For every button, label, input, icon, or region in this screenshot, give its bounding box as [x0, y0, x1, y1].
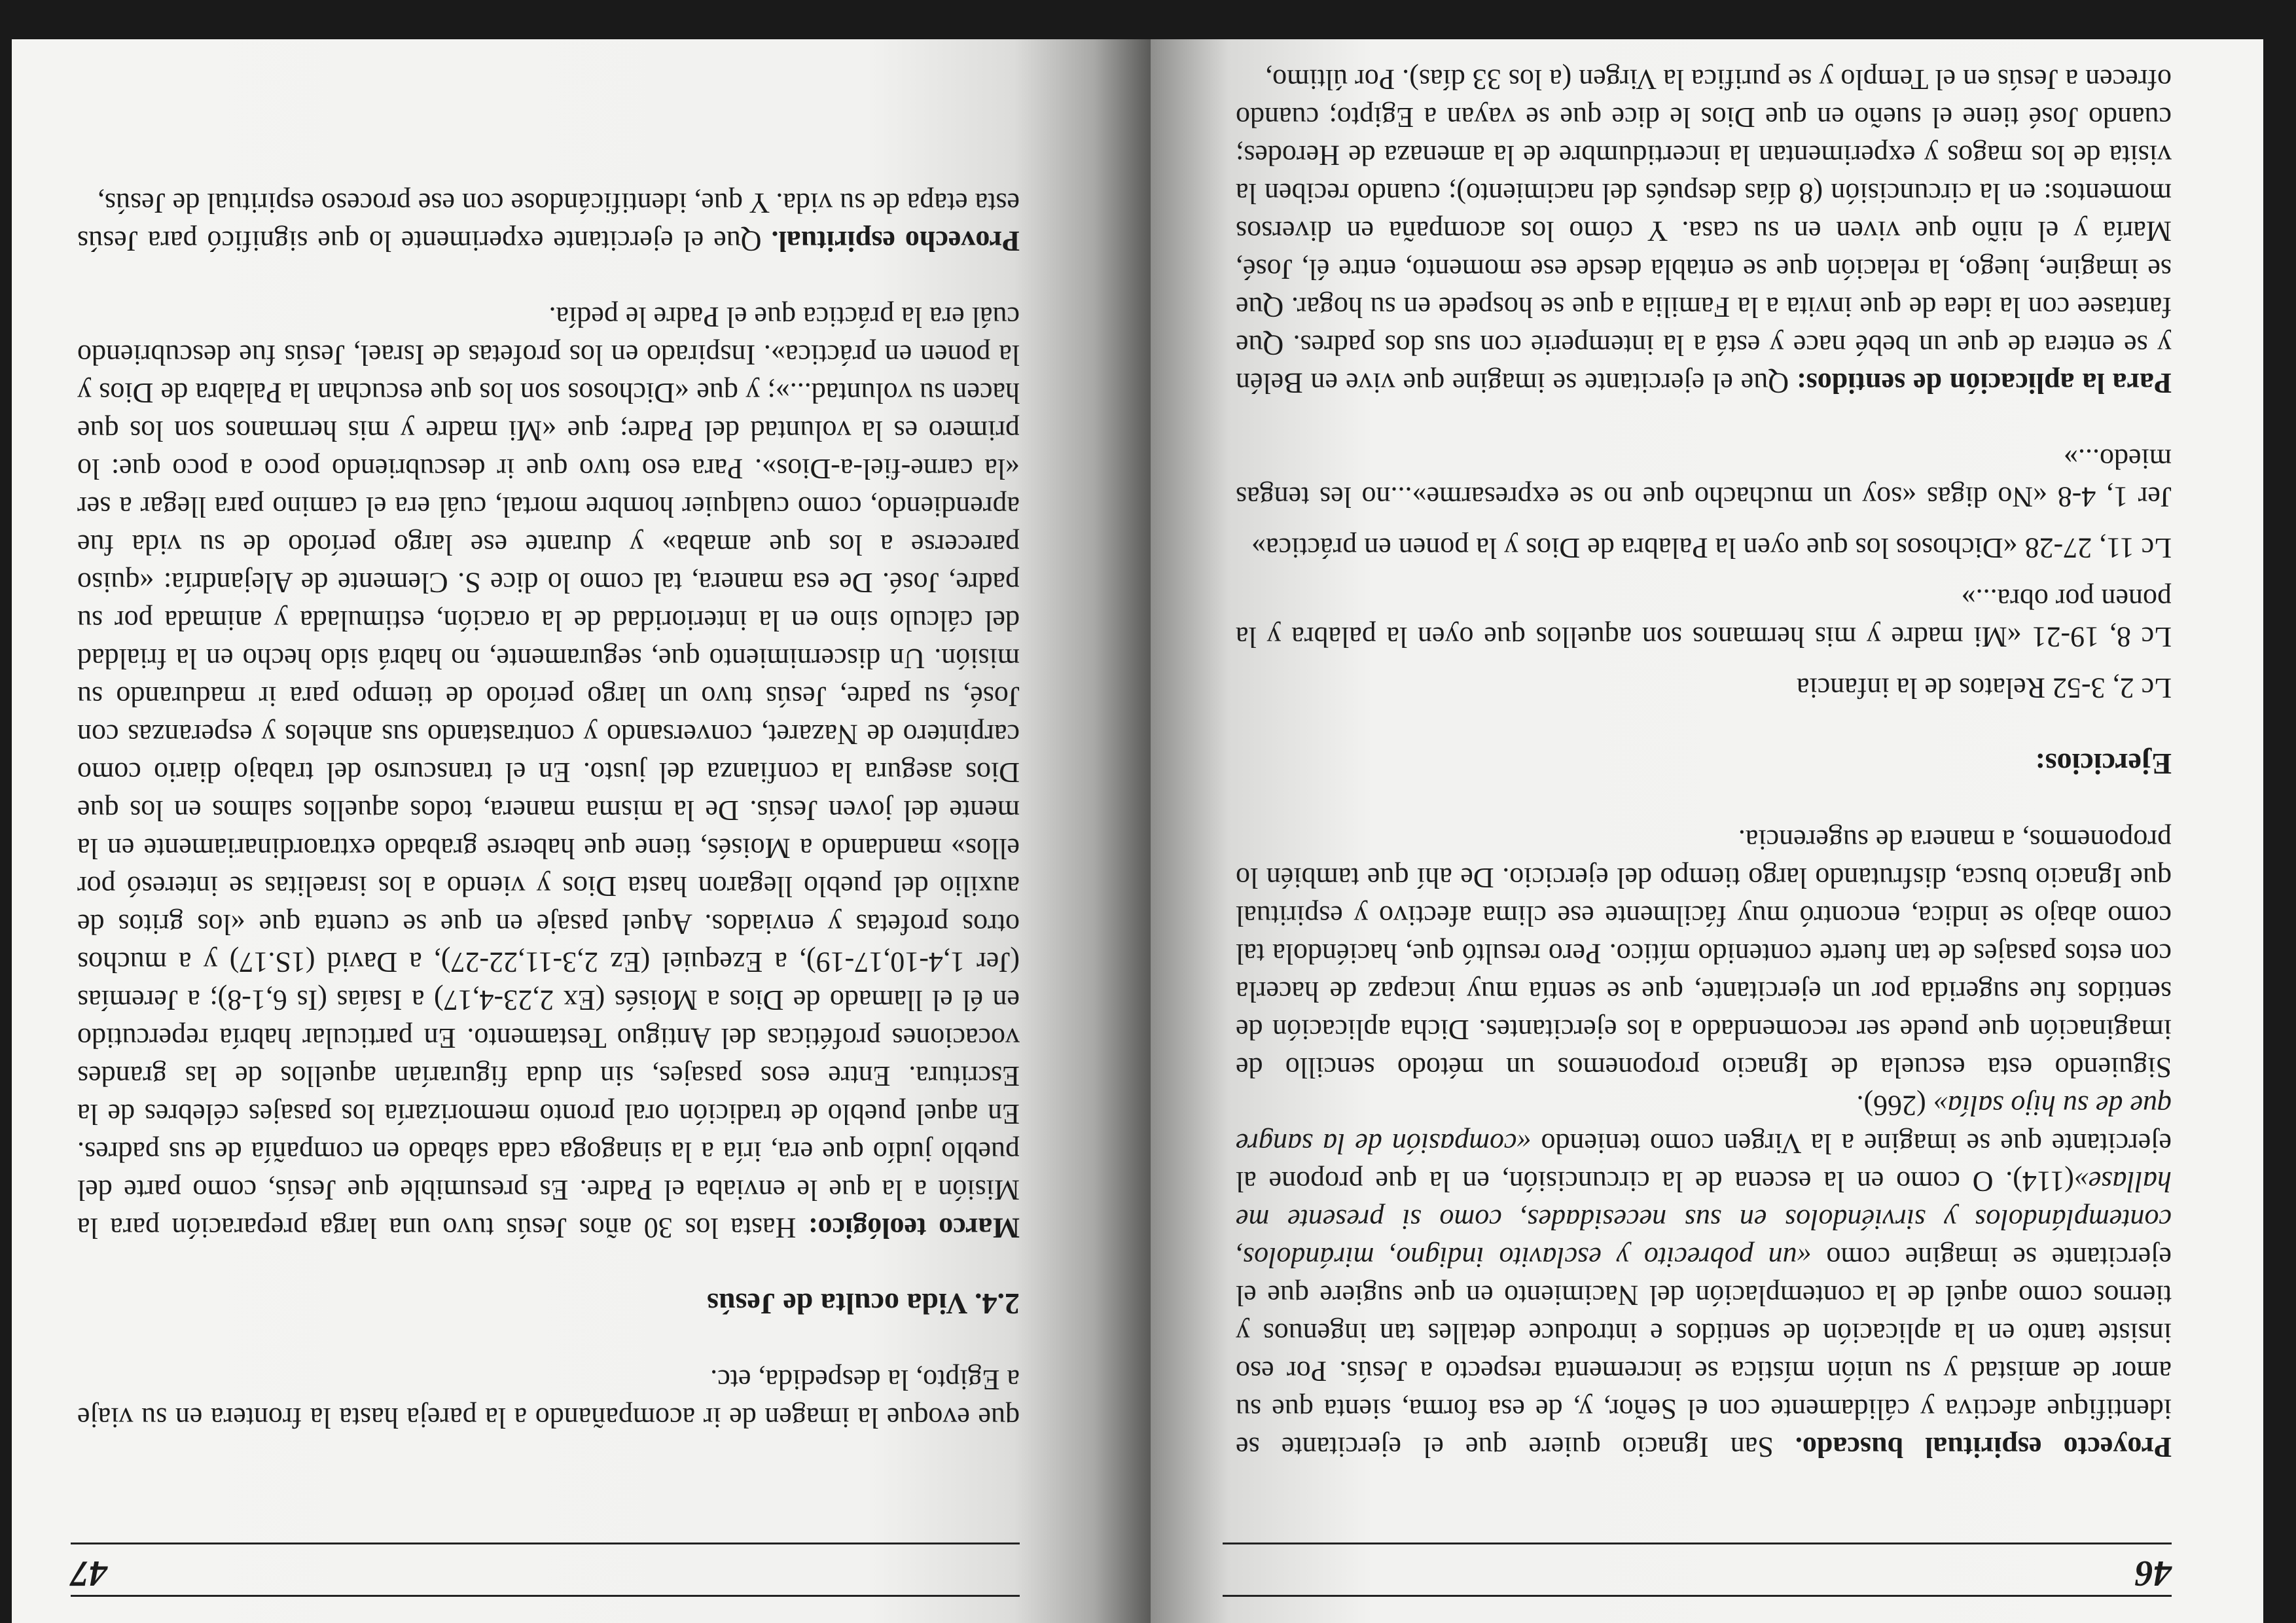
paragraph-senses — [1236, 60, 2172, 402]
section-heading: 2.4. Vida oculta de Jesús — [707, 1287, 1020, 1321]
paragraph-text: Que el ejercitante experimente lo que significó para Jesús esta etapa de su vida. Y que, identificándose con ese proceso espiritual de Jesús, — [77, 187, 1020, 257]
quote-text: «compasión de la sangre que de su hijo salía» — [1236, 1090, 2172, 1160]
bible-quote: «Dichosos los que oyen la Palabra de Dios y la ponen en práctica» — [1251, 532, 2018, 564]
bible-quote: «Mi madre y mis hermanos son aquellos que oyen la palabra y la ponen por obra...» — [1236, 583, 2172, 653]
header-rule-upper — [1223, 1595, 2172, 1597]
paragraph-text: San Ignacio quiere que el ejercitante se identifique afectiva y cálidamente con el Señor, y, de esa forma, sienta que su amor de amistad y su unión mística se incrementa respecto a Jesús. Por eso insiste tanto en la aplicación de sentidos e introduce detalles tan ingenuos y tiernos como aquél de la contemplación del Nacimiento en que sugiere que el ejercitante se imagine como — [1236, 1241, 2172, 1463]
paragraph-label: Para la aplicación de sentidos: — [1796, 367, 2172, 399]
exercise-reference — [1236, 580, 2172, 656]
page-number: 46 — [2135, 1553, 2172, 1594]
paragraph-spiritual-goal — [1236, 1086, 2172, 1466]
bible-reference: Jer 1, 4-8 — [2057, 481, 2172, 513]
left-page-text — [1236, 60, 2172, 1466]
header-rule-upper — [71, 1595, 1020, 1597]
paragraph-continuation: que evoque la imagen de ir acompañando a la pareja hasta la frontera en su viaje a Egipto, la despedida, etc. — [77, 1364, 1020, 1434]
bible-reference: Lc 11, 27-28 — [2024, 532, 2172, 564]
paragraph-text: (114). O como en la escena de la circuncisión, en la que propone al ejercitante que se imagine a la Virgen como teniendo — [1236, 1128, 2172, 1198]
paragraph-spiritual-benefit — [77, 184, 1020, 260]
paragraph-label: Marco teológico: — [808, 1212, 1020, 1244]
page-number: 47 — [71, 1553, 107, 1594]
paragraph-label: Proyecto espiritual buscado. — [1795, 1431, 2172, 1463]
exercise-reference — [1236, 440, 2172, 516]
exercise-reference — [1236, 529, 2172, 567]
left-page — [1151, 39, 2263, 1623]
exercise-reference: Lc 2, 3-52 Relatos de la infancia — [1796, 672, 2172, 704]
paragraph-text: Que el ejercitante se imagine que vive en Belén y se entera de que un bebé nace y está a la intemperie con sus dos padres. Que fantasee con la idea de que invita a la Familia a que se hospede en su hogar. Que se imagine, luego, la relación que se entabla desde ese momento, entre él, José, María y el niño que viven en su casa. Y cómo los acompaña en diversos momentos: en la circuncisión (8 días después del nacimiento); cuando reciben la visita de los magos y experimentan la incertidumbre de la amenaza de Herodes; cuando José tiene el sueño en que Dios le dice que se vayan a Egipto; cuando ofrecen a Jesús en el Templo y se purifica la Virgen (a los 33 días). Por último, — [1236, 63, 2172, 399]
paragraph-theology — [77, 298, 1020, 1247]
paragraph-method: Siguiendo esta escuela de Ignacio proponemos un método sencillo de imaginación que puede ser recomendado a los ejercitantes. Dicha aplicación de sentidos fue sugerida por un ejercitante, que se sentía muy incapaz de hacerla con estos pasajes de tan fuerte contenido mítico. Pero resultó que, haciéndola tal como abajo se indica, encontró muy fácilmente ese clima afectivo y espiritual que Ignacio busca, disfrutando largo tiempo del ejercicio. De ahí que también lo proponemos, a manera de sugerencia. — [1236, 824, 2172, 1084]
right-page-text — [77, 184, 1020, 1436]
paragraph-text: (266). — [1856, 1090, 1933, 1122]
paragraph-label: Provecho espiritual. — [771, 225, 1020, 257]
right-page — [12, 39, 1151, 1623]
bible-reference: Lc 8, 19-21 — [2032, 621, 2172, 653]
header-rule — [1223, 1543, 2172, 1544]
quote-text: «un pobrecito y esclavito indigno, mirándolos, contemplándolos y sirviéndolos en sus necesidades, como si presente me hallase» — [1236, 1166, 2172, 1274]
paragraph-text: Hasta los 30 años Jesús tuvo una larga preparación para la Misión a la que le enviaba el Padre. Es presumible que Jesús, como parte del pueblo judío que era, iría a la sinagoga cada sábado en compañía de sus padres. En aquel pueblo de tradición oral pronto memorizaría los pasajes célebres de la Escritura. Entre esos pasajes, sin duda figurarían aquellos de las grandes vocaciones proféticas del Antiguo Testamento. En particular habría repercutido en él el llamado de Dios a Moisés (Ex 2,23-4,17) a Isaías (Is 6,1-8); a Jeremías (Jer 1,4-10,17-19), a Ezequiel (Ez 2,3-11,22-27), a David (1S.17) y a muchos otros profetas y enviados. Aquel pasaje en que se cuenta que «los gritos de auxilio del pueblo llegaron hasta Dios y viendo a los israelitas se interesó por ellos» mandando a Moisés, tiene que haberse grabado extraordinariamente en la mente del joven Jesús. De la misma manera, todos aquellos salmos en los que Dios asegura la confianza del justo. En el transcurso del trabajo diario como carpintero de Nazaret, conversando y contrastando sus anhelos y esperanzas con José, su padre, Jesús tuvo un largo período de tiempo para ir madurando su misión. Un discernimiento que, seguramente, no habrá sido hecho en la frialdad del cálculo sino en la interioridad de la oración, estimulada y animada por su padre, José. De esa manera, tal como lo dice S. Clemente de Alejandría: «quiso parecerse a los que amaba» y durante ese largo período de su vida fue aprendiendo, como cualquier hombre mortal, cuál era el camino para llegar a ser «la carne-fiel-a-Dios». Para eso tuvo que ir descubriendo poco a poco que: lo primero es la voluntad del Padre; que «Mi madre y mis hermanos son los que hacen su voluntad...»; y que «Dichosos son los que escuchan la Palabra de Dios y la ponen en práctica». Inspirado en los profetas de Israel, Jesús fue descubriendo cuál era la práctica que el Padre le pedía. — [77, 301, 1020, 1244]
header-rule — [71, 1543, 1020, 1544]
exercises-heading: Ejercicios: — [2035, 747, 2172, 781]
bible-quote: «No digas «soy un muchacho que no se expresarme»...no les tengas miedo...» — [1235, 443, 2172, 513]
